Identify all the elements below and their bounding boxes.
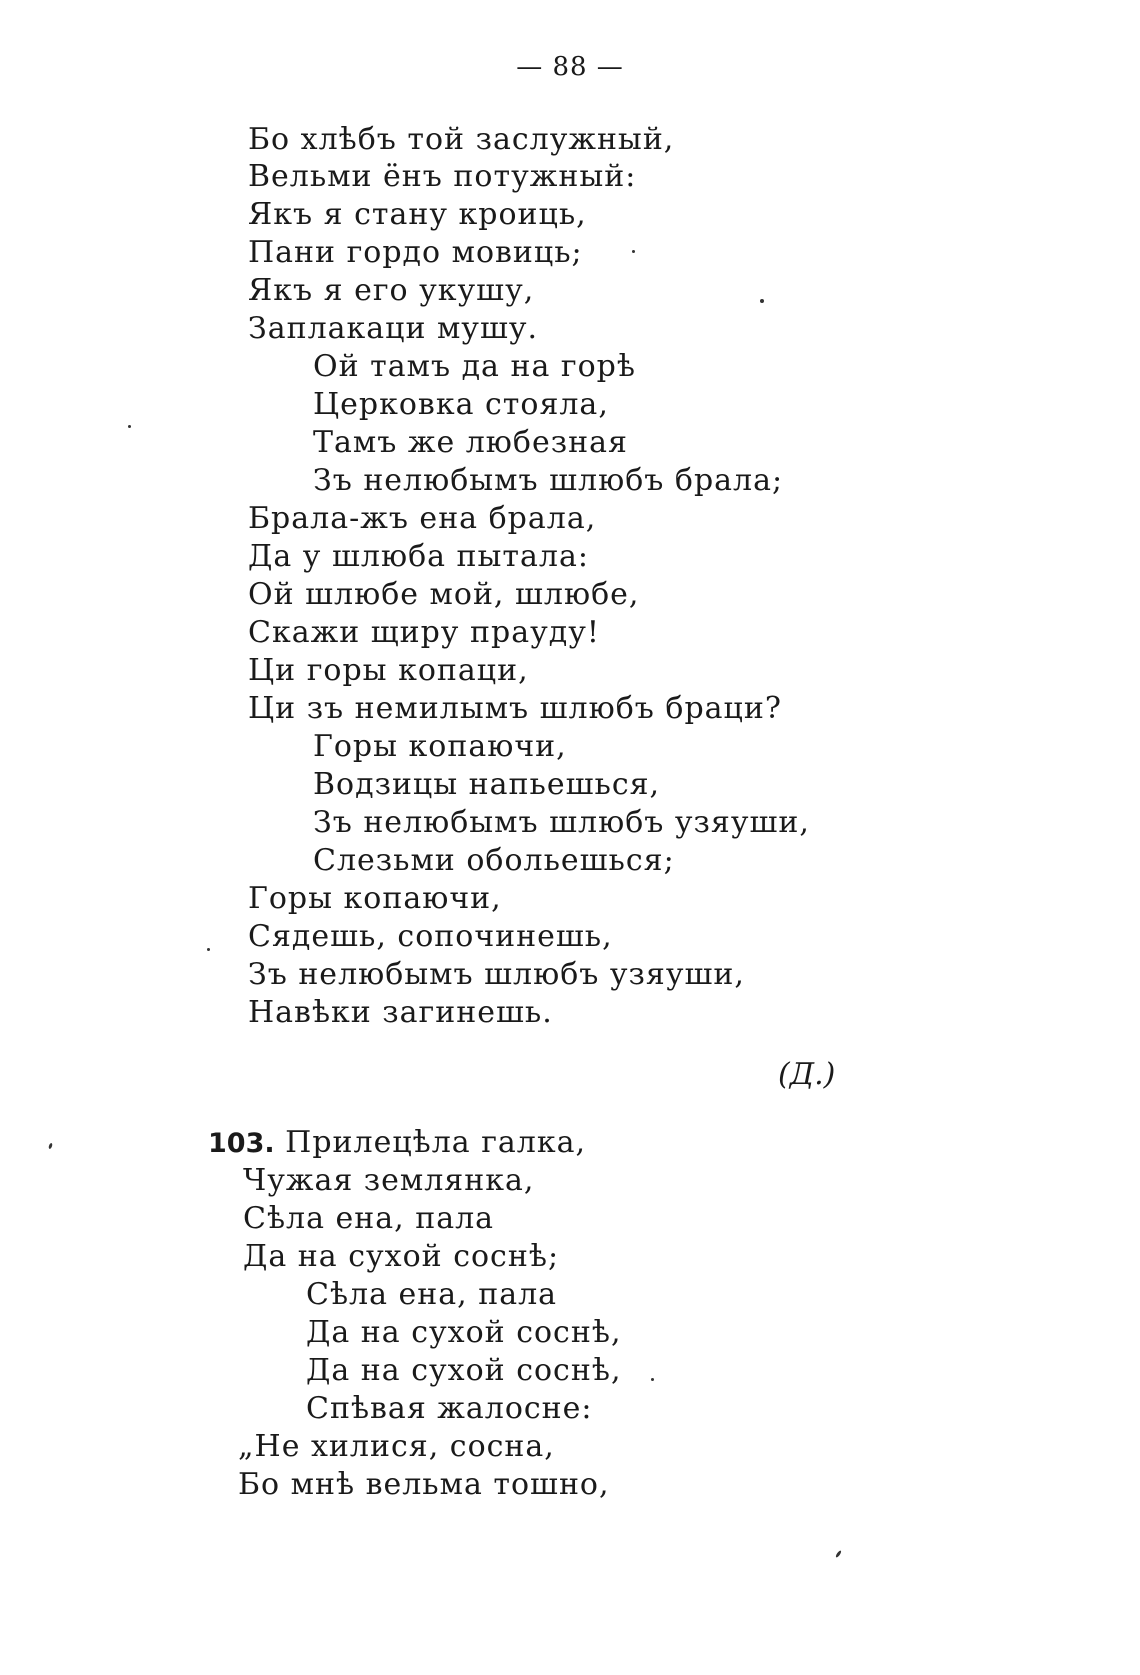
ink-speck xyxy=(760,299,764,303)
verse-line: Да на сухой соснѣ, xyxy=(306,1315,622,1350)
verse-line: Да у шлюба пытала: xyxy=(248,539,589,574)
verse-line: „Не хилися, сосна, xyxy=(238,1429,555,1464)
ink-speck xyxy=(632,250,635,253)
verse-line: Скажи щиру прауду! xyxy=(248,615,600,650)
poem-first-line xyxy=(208,1124,586,1163)
verse-line: Горы копаючи, xyxy=(313,729,567,764)
verse-line: Тамъ же любезная xyxy=(313,425,628,460)
verse-line: Да на сухой соснѣ, xyxy=(306,1353,622,1388)
ink-speck xyxy=(128,425,131,428)
page-number: — 88 — xyxy=(516,52,624,82)
verse-line: Спѣвая жалосне: xyxy=(306,1391,593,1426)
verse-line: Вельми ёнъ потужный: xyxy=(248,159,637,194)
verse-line: Зъ нелюбымъ шлюбъ узяуши, xyxy=(248,957,745,992)
verse-line: Брала-жъ ена брала, xyxy=(248,501,597,536)
ink-speck xyxy=(835,1550,842,1558)
verse-line: Чужая землянка, xyxy=(243,1163,535,1198)
verse-line: Водзицы напьешься, xyxy=(313,767,661,802)
verse-line: Да на сухой соснѣ; xyxy=(243,1239,560,1274)
verse-line: Зъ нелюбымъ шлюбъ узяуши, xyxy=(313,805,810,840)
verse-line: Бо хлѣбъ той заслужный, xyxy=(248,122,675,157)
verse-line: Сядешь, сопочинешь, xyxy=(248,919,613,954)
verse-line: Зъ нелюбымъ шлюбъ брала; xyxy=(313,463,784,498)
verse-line: Сѣла ена, пала xyxy=(306,1277,558,1312)
verse-line: Слезьми обольешься; xyxy=(313,843,675,878)
verse-line: Якъ я стану кроиць, xyxy=(248,197,587,232)
ink-speck xyxy=(48,1143,53,1150)
verse-line: Якъ я его укушу, xyxy=(248,273,535,308)
ink-speck xyxy=(651,1378,654,1381)
verse-line: Прилецѣла галка, xyxy=(285,1125,587,1160)
verse-line: Горы копаючи, xyxy=(248,881,502,916)
verse-line: Ци зъ немилымъ шлюбъ браци? xyxy=(248,691,782,726)
verse-line: Навѣки загинешь. xyxy=(248,995,553,1030)
verse-line: Заплакаци мушу. xyxy=(248,311,539,346)
verse-line: Бо мнѣ вельма тошно, xyxy=(238,1467,610,1502)
verse-line: Сѣла ена, пала xyxy=(243,1201,495,1236)
ink-speck xyxy=(207,948,210,951)
poem-number: 103. xyxy=(208,1128,275,1159)
verse-line: Ой шлюбе мой, шлюбе, xyxy=(248,577,640,612)
verse-line: Ци горы копаци, xyxy=(248,653,529,688)
verse-line: Церковка стояла, xyxy=(313,387,609,422)
verse-line: Ой тамъ да на горѣ xyxy=(313,349,636,384)
author-signature: (Д.) xyxy=(778,1057,836,1092)
verse-line: Пани гордо мовиць; xyxy=(248,235,583,270)
